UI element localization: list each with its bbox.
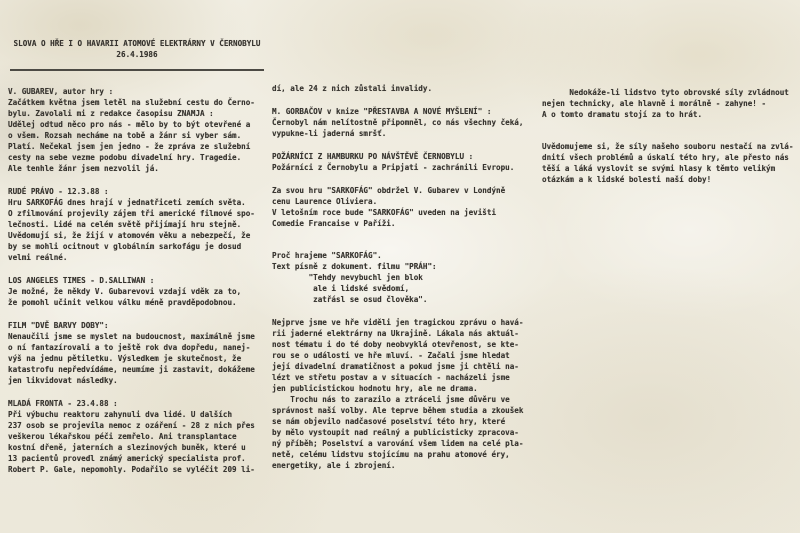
text-line: velmi reálné. [8,253,68,262]
section-heading: RUDÉ PRÁVO - 12.3.88 : [8,187,109,196]
text-line: V letošním roce bude "SARKOFÁG" uveden na jevišti [272,208,497,217]
text-line: těší a láká vyslovit se svými hlasy k těmto velikým [542,164,776,173]
text-line: Udělej odtud něco pro nás - mělo by to být otevřené a [8,120,251,129]
text-line: Požárníci z Černobylu a Pripjati - zachránili Evropu. [272,163,515,172]
text-line: rii jaderné elektrárny na Ukrajině. Lákala nás aktuál- [272,329,519,338]
column-middle-text [272,83,534,471]
text-line: nost tématu i do té doby neobvyklá otevřenost, se kte- [272,340,519,349]
text-block [8,275,266,308]
text-line: Začátkem května jsem letěl na služební cestu do Černo- [8,98,255,107]
text-line: Za svou hru "SARKOFÁG" obdržel V. Gubarev v Londýně [272,186,506,195]
text-line: Hru SARKOFÁG dnes hrají v jednatřiceti zemích světa. [8,198,246,207]
text-line: Ale tenhle žánr jsem nezvolil já. [8,164,159,173]
text-line: dnití všech problémů a úskalí této hry, ale přesto nás [542,153,789,162]
text-block [542,141,798,185]
text-line: Platí. Nečekal jsem jen jedno - že zpráva ze služební [8,142,251,151]
text-line: zatřásl se osud člověka". [272,295,428,304]
text-line: cenu Laurence Oliviera. [272,197,378,206]
text-block [8,398,266,475]
text-line: Je možné, že někdy V. Gubarevovi vzdají vděk za to, [8,287,242,296]
text-block [272,151,534,173]
text-line: dí, ale 24 z nich zůstali invalidy. [272,84,433,93]
text-line: že pomohl učinit velkou válku méně pravděpodobnou. [8,298,237,307]
text-line: Comedie Francaise v Paříži. [272,219,396,228]
column-left-text [8,86,266,475]
text-line: energetiky, ale i zbrojení. [272,461,396,470]
text-block [272,250,534,305]
text-line: Proč hrajeme "SARKOFÁG". [272,251,382,260]
text-line: Uvědomujeme si, že síly našeho souboru nestačí na zvlá- [542,142,794,151]
text-line: lečnosti. Lidé na celém světě přijímají hru stejně. [8,220,242,229]
text-line: rou se o události ve hře mluví. - Začali jsme hledat [272,351,510,360]
text-line: její divadelní dramatičnost a pokud jsme ji chtěli na- [272,362,519,371]
text-line: kostní dřeně, jaterních a slezinových buněk, které u [8,443,246,452]
page-title: SLOVA O HŘE I O HAVARII ATOMOVÉ ELEKTRÁRNY V ČERNOBYLU [13,39,261,48]
text-block [542,87,798,120]
text-line: Trochu nás to zarazilo a ztráceli jsme důvěru ve [272,395,510,404]
title-divider [10,69,264,71]
text-line: cesty na sebe vezme podobu divadelní hry. Tragedie. [8,153,242,162]
text-line: ale i lidské svědomí, [272,284,410,293]
text-block [8,186,266,263]
text-line: Nenaučili jsme se myslet na budoucnost, maximálně jsme [8,332,255,341]
text-line: jen publicistickou hodnotu hry, ale ne drama. [272,384,478,393]
text-line: otázkám a k lidské bolesti naší doby! [542,175,712,184]
text-line: 237 osob se projevila nemoc z ozáření - 28 z nich přes [8,421,255,430]
text-line: o ní fantazírovali a to ještě rok dva dopředu, nanej- [8,343,251,352]
text-block [8,86,266,174]
text-line: A o tomto dramatu stojí za to hrát. [542,110,703,119]
section-heading: FILM "DVĚ BARVY DOBY": [8,321,109,330]
column-middle [272,83,534,471]
section-heading: POŽÁRNÍCI Z HAMBURKU PO NÁVŠTĚVĚ ČERNOBYLU : [272,152,474,161]
text-line: "Tehdy nevybuchl jen blok [272,273,423,282]
text-line: Text písně z dokument. filmu "PRÁH": [272,262,437,271]
text-line: netě, celému lidstvu stojícímu na prahu atomové éry, [272,450,510,459]
section-heading: V. GUBAREV, autor hry : [8,87,114,96]
text-line: katastrofu nepředvídáme, neumíme ji zastavit, dokážeme [8,365,255,374]
column-right-text [542,87,798,185]
page-date: 26.4.1986 [116,50,158,59]
column-right [542,87,798,185]
text-block [8,320,266,386]
section-heading: MLADÁ FRONTA - 23.4.88 : [8,399,118,408]
text-line: lézt ve střetu postav a v situacích - nacházeli jsme [272,373,510,382]
text-line: o všem. Rozsah necháme na tobě a žánr si vyber sám. [8,131,242,140]
text-line: by se mohli ocitnout v globálním sarkofágu je dosud [8,242,242,251]
text-line: veškerou lékařskou péči zemřelo. Ani transplantace [8,432,237,441]
text-line: Černobyl nám nelítostně připomněl, co nás všechny čeká, [272,118,524,127]
section-heading: M. GORBAČOV v knize "PŘESTAVBA A NOVÉ MYŠLENÍ" : [272,107,492,116]
text-line: Uvědomují si, že žijí v atomovém věku a nebezpečí, že [8,231,251,240]
text-line: jen likvidovat následky. [8,376,118,385]
text-block [272,106,534,139]
text-line: nejen technicky, ale hlavně i morálně - zahyne! - [542,99,767,108]
text-line: 13 pacientů provedl známý americký specialista prof. [8,454,246,463]
text-line: Při výbuchu reaktoru zahynuli dva lidé. U dalších [8,410,233,419]
text-line: by mělo vystoupit nad reálný a publicisticky zpracova- [272,428,519,437]
text-block [272,185,534,229]
column-left [8,38,266,475]
text-line: Nedokáže-li lidstvo tyto obrovské síly zvládnout [542,88,789,97]
text-line: bylu. Zavolali mi z redakce časopisu ZNAMJA : [8,109,214,118]
text-line: se nám objevilo nadčasové poselství této hry, které [272,417,506,426]
text-line: Robert P. Gale, nepomohly. Podařilo se vyléčit 209 li- [8,465,255,474]
section-heading: LOS ANGELES TIMES - D.SALLIWAN : [8,276,155,285]
text-line: správnost naší volby. Ale teprve během studia a zkoušek [272,406,524,415]
text-line: výš na jednu pětiletku. Výsledkem je skutečnost, že [8,354,242,363]
text-block [272,83,534,94]
text-line: vypukne-li jaderná smršť. [272,129,387,138]
text-line: Nejprve jsme ve hře viděli jen tragickou zprávu o havá- [272,318,524,327]
text-line: O zfilmování projevily zájem tři americké filmové spo- [8,209,255,218]
text-block [272,317,534,471]
text-line: ný příběh; Poselství a varování všem lidem na celé pla- [272,439,524,448]
